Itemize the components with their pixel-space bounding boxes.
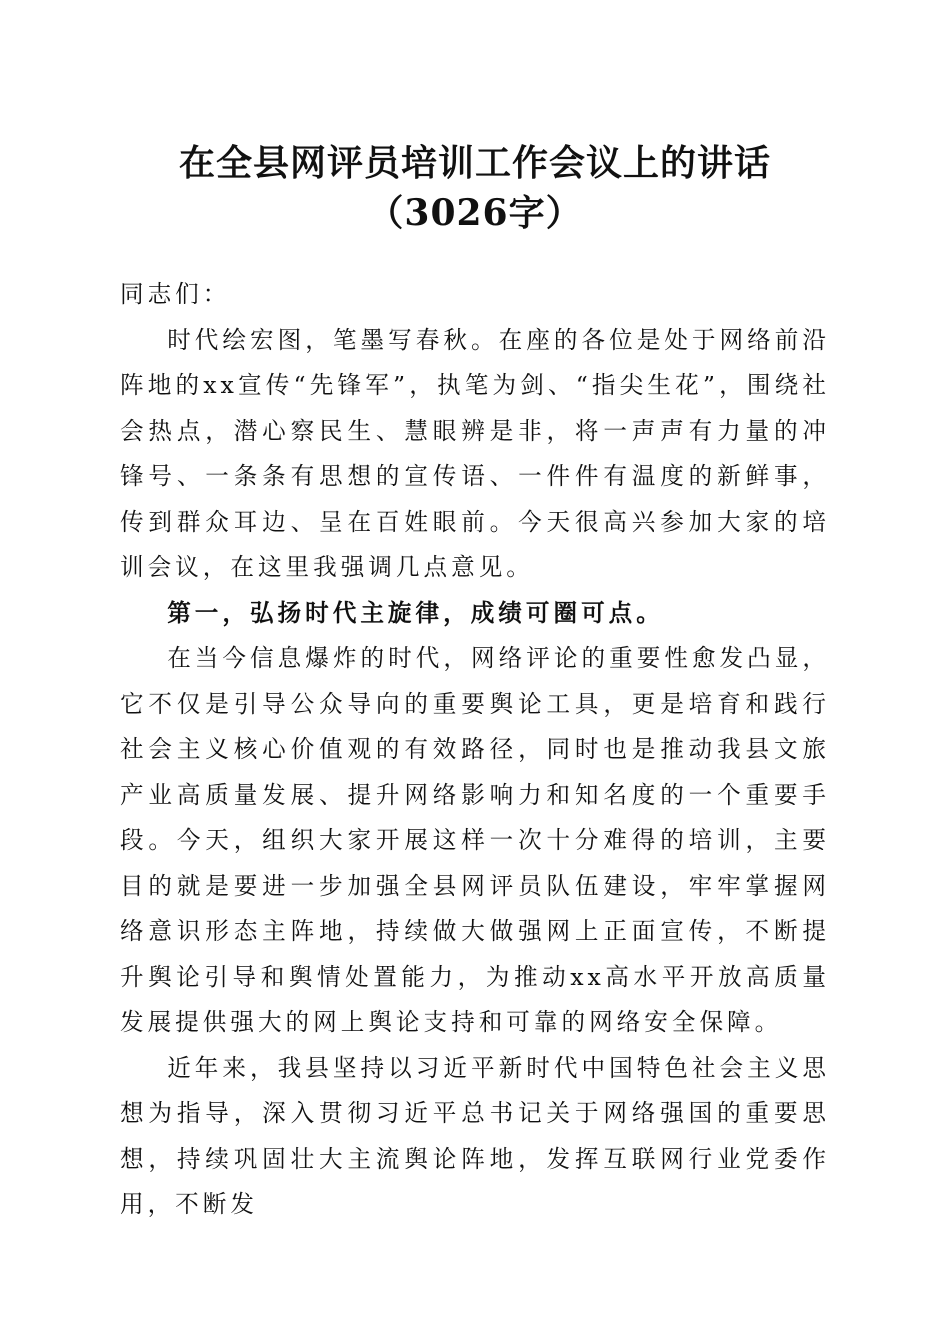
- salutation: 同志们：: [120, 280, 231, 308]
- document-body: [120, 272, 830, 1228]
- section-heading-1: 第一，弘扬时代主旋律，成绩可圈可点。: [167, 598, 664, 627]
- paragraph-importance: 在当今信息爆炸的时代，网络评论的重要性愈发凸显，它不仅是引导公众导向的重要舆论工具，更是培育和践行社会主义核心价值观的有效路径，同时也是推动我县文旅产业高质量发展、提升网络影响力和知名度的一个重要手段。今天，组织大家开展这样一次十分难得的培训，主要目的就是要进一步加强全县网评员队伍建设，牢牢掌握网络意识形态主阵地，持续做大做强网上正面宣传，不断提升舆论引导和舆情处置能力，为推动xx高水平开放高质量发展提供强大的网上舆论支持和可靠的网络安全保障。: [120, 644, 830, 1036]
- paragraph-recent-years: 近年来，我县坚持以习近平新时代中国特色社会主义思想为指导，深入贯彻习近平总书记关于网络强国的重要思想，持续巩固壮大主流舆论阵地，发挥互联网行业党委作用，不断发: [120, 1053, 830, 1218]
- document-title: 在全县网评员培训工作会议上的讲话（3026字）: [178, 142, 771, 234]
- paragraph-intro: 时代绘宏图，笔墨写春秋。在座的各位是处于网络前沿阵地的xx宣传“先锋军”，执笔为剑、“指尖生花”，围绕社会热点，潜心察民生、慧眼辨是非，将一声声有力量的冲锋号、一条条有思想的宣传语、一件件有温度的新鲜事，传到群众耳边、呈在百姓眼前。今天很高兴参加大家的培训会议，在这里我强调几点意见。: [120, 325, 830, 581]
